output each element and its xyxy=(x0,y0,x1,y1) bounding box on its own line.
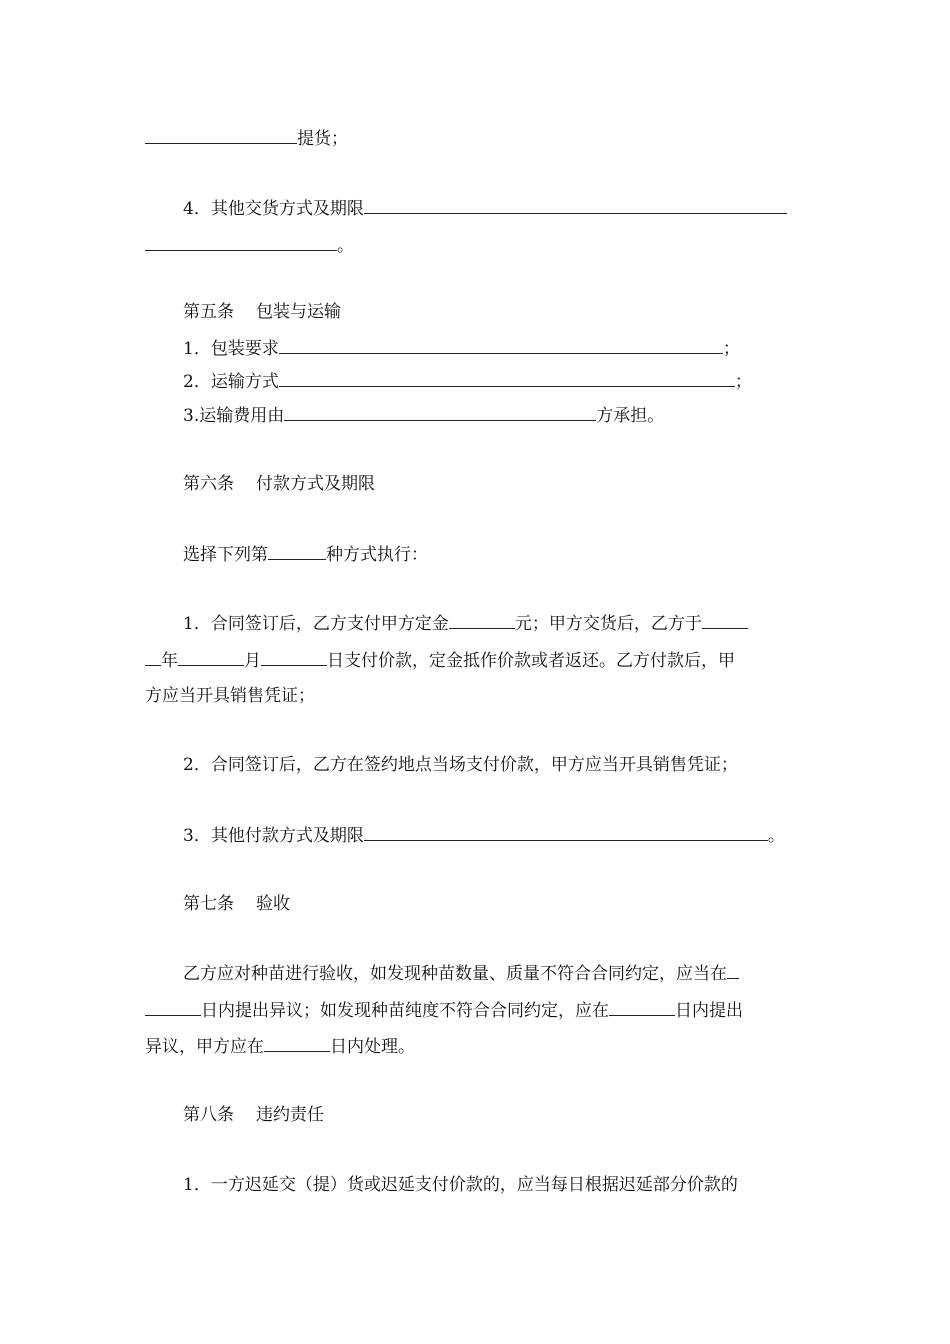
blank-field[interactable] xyxy=(145,126,297,144)
article5-heading xyxy=(183,300,341,324)
pickup-suffix: 提货； xyxy=(297,129,348,149)
article7-line1 xyxy=(183,961,739,986)
other-delivery-line xyxy=(183,196,787,221)
inspection-text-a: 乙方应对种苗进行验收，如发现种苗数量、质量不符合合同约定，应当在 xyxy=(183,964,727,984)
opt1-month: 月 xyxy=(244,651,261,671)
article6-title: 付款方式及期限 xyxy=(256,474,375,494)
payment-opt2 xyxy=(183,753,738,777)
payment-opt1-line1 xyxy=(183,611,748,636)
article5-item2 xyxy=(183,369,752,394)
breach-text-1: 1．一方迟延交（提）货或迟延支付价款的，应当每日根据迟延部分价款的 xyxy=(183,1175,738,1195)
article5-item3 xyxy=(183,403,664,428)
blank-field[interactable] xyxy=(702,611,748,629)
packaging-label: 1．包装要求 xyxy=(183,339,279,359)
article7-heading xyxy=(183,892,290,916)
blank-field[interactable] xyxy=(178,648,244,666)
article8-heading xyxy=(183,1103,324,1127)
other-delivery-end: 。 xyxy=(337,236,354,256)
pickup-line xyxy=(145,126,348,151)
payment-opt1-line2 xyxy=(145,648,735,673)
item-end: ； xyxy=(722,339,740,359)
blank-field[interactable] xyxy=(145,233,337,251)
transport-label: 2．运输方式 xyxy=(183,372,279,392)
article5-item1 xyxy=(183,336,740,361)
article8-item1 xyxy=(183,1173,738,1197)
opt1-text-a: 1．合同签订后，乙方支付甲方定金 xyxy=(183,614,449,634)
inspection-text-d: 异议，甲方应在 xyxy=(145,1037,264,1057)
blank-field[interactable] xyxy=(264,1034,330,1052)
select-suffix: 种方式执行： xyxy=(326,545,428,565)
article7-number: 第七条 xyxy=(183,894,234,914)
opt1-year: 年 xyxy=(161,651,178,671)
inspection-text-b: 日内提出异议；如发现种苗纯度不符合合同约定，应在 xyxy=(201,1001,609,1021)
blank-field[interactable] xyxy=(364,196,787,214)
blank-field[interactable] xyxy=(609,998,675,1016)
item-end: 方承担。 xyxy=(596,406,665,426)
opt3-label: 3．其他付款方式及期限 xyxy=(183,826,364,846)
article7-line2 xyxy=(145,998,743,1023)
payment-opt3 xyxy=(183,823,785,848)
blank-field[interactable] xyxy=(279,369,735,387)
opt1-text-f: 方应当开具销售凭证； xyxy=(145,686,315,706)
blank-field[interactable] xyxy=(261,648,327,666)
blank-field[interactable] xyxy=(268,542,326,560)
blank-field[interactable] xyxy=(279,336,723,354)
article5-number: 第五条 xyxy=(183,302,234,322)
blank-field[interactable] xyxy=(449,611,515,629)
article7-title: 验收 xyxy=(256,894,290,914)
opt1-text-b: 元；甲方交货后，乙方于 xyxy=(514,614,702,634)
article8-title: 违约责任 xyxy=(256,1105,324,1125)
freight-label: 3.运输费用由 xyxy=(183,406,285,426)
payment-select-line xyxy=(183,542,428,567)
item-end: ； xyxy=(734,372,752,392)
opt1-text-e: 日支付价款，定金抵作价款或者返还。乙方付款后，甲 xyxy=(327,651,735,671)
article8-number: 第八条 xyxy=(183,1105,234,1125)
blank-field[interactable] xyxy=(727,961,739,979)
payment-opt1-line3 xyxy=(145,684,315,708)
inspection-text-e: 日内处理。 xyxy=(330,1037,415,1057)
inspection-text-c: 日内提出 xyxy=(675,1001,743,1021)
blank-field[interactable] xyxy=(145,648,161,666)
article6-number: 第六条 xyxy=(183,474,234,494)
article7-line3 xyxy=(145,1034,415,1059)
blank-field[interactable] xyxy=(145,998,201,1016)
select-prefix: 选择下列第 xyxy=(183,545,268,565)
article5-title: 包装与运输 xyxy=(256,302,341,322)
article6-heading xyxy=(183,472,375,496)
opt2-text: 2．合同签订后，乙方在签约地点当场支付价款，甲方应当开具销售凭证； xyxy=(183,755,738,775)
other-delivery-cont xyxy=(145,233,354,258)
other-delivery-label: 4．其他交货方式及期限 xyxy=(183,199,364,219)
opt3-end: 。 xyxy=(767,826,785,846)
blank-field[interactable] xyxy=(284,403,596,421)
blank-field[interactable] xyxy=(364,823,768,841)
